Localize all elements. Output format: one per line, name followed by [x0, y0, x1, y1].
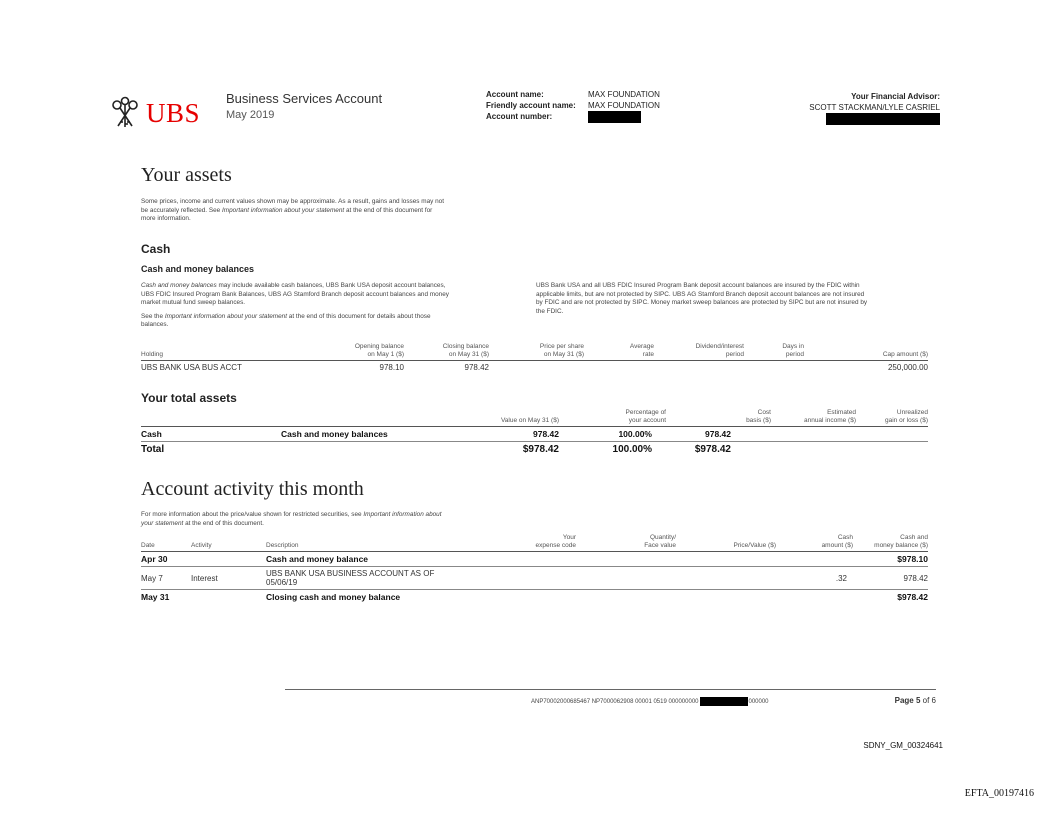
table-row [141, 427, 928, 442]
table-row [141, 552, 928, 567]
col-qty-l2: Face value [644, 541, 676, 549]
friendly-name-label: Friendly account name: [486, 101, 576, 110]
activity-type [191, 552, 266, 567]
page-number [895, 696, 936, 705]
col-activity: Activity [191, 534, 266, 552]
col-est-income [771, 409, 856, 427]
col-opening-l2: on May 1 ($) [367, 350, 404, 358]
footer-code-redaction [700, 697, 748, 706]
account-name-value: MAX FOUNDATION [588, 90, 660, 99]
cmb-right-line: applicable limits, but are not protected by SIPC. UBS AG Stamford Branch deposit account balances are not insured [536, 290, 865, 298]
page-label: Page [894, 696, 914, 705]
assets-intro-line: more information. [141, 215, 191, 222]
page-current: 5 [915, 696, 921, 705]
total-value: $978.42 [522, 444, 559, 455]
activity-desc: Cash and money balance [266, 552, 466, 567]
holdings-table [141, 343, 928, 374]
activity-date: May 31 [141, 592, 170, 602]
total-cost: $978.42 [694, 444, 731, 455]
holding-closing: 978.42 [464, 363, 489, 372]
col-closing-l1: Closing balance [442, 343, 489, 350]
assets-intro [141, 198, 521, 224]
table-row [141, 567, 928, 590]
activity-desc: UBS BANK USA BUSINESS ACCOUNT AS OF 05/06/19 [266, 567, 466, 590]
col-bal-l1: Cash and [900, 534, 928, 541]
col-desc: Description [266, 534, 466, 552]
ubs-logo [108, 96, 200, 130]
col-div-l1: Dividend/interest [695, 343, 744, 350]
cmb-right-line: by FDIC and are not protected by SIPC. Money market sweep balances are protected by SIPC but are not insured by [536, 299, 868, 306]
cmb-left-line [141, 282, 521, 291]
cmb-left-text-span: See the [141, 312, 164, 320]
col-cap: Cap amount ($) [804, 343, 928, 361]
important-info-link[interactable]: Important information about [363, 511, 442, 518]
advisor-redaction [826, 113, 940, 125]
statement-period: May 2019 [226, 109, 275, 121]
cash-cost: 978.42 [666, 427, 771, 442]
account-type-title: Business Services Account [226, 91, 383, 106]
cmb-left-line: UBS FDIC Insured Program Bank Balances, UBS AG Stamford Branch deposit account balances and money [141, 290, 449, 298]
col-opening [281, 343, 404, 361]
col-cost-l2: basis ($) [746, 416, 771, 424]
col-price-l1: Price per share [539, 343, 584, 350]
activity-title: Account activity this month [141, 478, 364, 500]
cmb-italic-term: Cash and money balances [141, 282, 217, 289]
cmb-left-line: market mutual fund sweep balances. [141, 299, 246, 306]
col-date: Date [141, 534, 191, 552]
col-div-l2: period [725, 350, 744, 358]
important-info-link[interactable]: Important information about your statement [222, 206, 345, 214]
col-div-period [654, 343, 744, 361]
table-row [141, 442, 928, 458]
col-holding: Holding [141, 343, 281, 361]
table-row [141, 590, 928, 605]
cmb-left-line [141, 313, 521, 322]
footer-code-b: 000000 [748, 698, 769, 705]
col-closing-l2: on May 31 ($) [448, 350, 489, 358]
activity-balance: $978.42 [897, 592, 928, 602]
activity-desc: Closing cash and money balance [266, 592, 401, 602]
activity-cash [776, 552, 853, 567]
col-unr-l1: Unrealized [896, 409, 928, 416]
cmb-left-text [141, 282, 521, 330]
total-label: Total [141, 444, 165, 455]
advisor-label: Your Financial Advisor: [851, 92, 940, 101]
cmb-right-line: the FDIC. [536, 307, 564, 315]
assets-intro-line: Some prices, income and current values shown may be approximate. As a result, gains and losses may not [141, 198, 444, 205]
important-info-link[interactable]: your statement [141, 519, 184, 527]
account-number-redaction [588, 111, 641, 123]
holding-cap: 250,000.00 [887, 363, 928, 372]
col-price-l2: on May 31 ($) [543, 350, 584, 358]
assets-intro-text: be accurately reflected. See [141, 206, 221, 214]
activity-balance: 978.42 [853, 567, 928, 590]
holding-opening: 978.10 [379, 363, 404, 372]
col-qty-l1: Quantity/ [649, 534, 676, 541]
col-balance [853, 534, 928, 552]
bates-number-efta: EFTA_00197416 [964, 788, 1034, 799]
assets-title: Your assets [141, 164, 232, 186]
bates-number-sdny: SDNY_GM_00324641 [863, 741, 943, 750]
col-pct-l1: Percentage of [625, 409, 666, 416]
holdings-header-row [141, 343, 928, 361]
cash-desc: Cash and money balances [281, 427, 451, 442]
col-avg-rate [584, 343, 654, 361]
col-opening-l1: Opening balance [354, 343, 404, 350]
friendly-name-value: MAX FOUNDATION [588, 101, 660, 110]
col-avg-l2: rate [642, 350, 654, 358]
col-price [489, 343, 584, 361]
col-unrealized [856, 409, 928, 427]
activity-type: Interest [191, 567, 266, 590]
activity-header-row [141, 534, 928, 552]
account-number-label: Account number: [486, 112, 553, 121]
assets-intro-text: at the end of this document for [345, 206, 433, 214]
col-avg-l1: Average [629, 343, 654, 350]
cmb-right-text [536, 282, 936, 316]
activity-cash: .32 [776, 567, 853, 590]
activity-cash [776, 590, 853, 605]
cmb-right-line: UBS Bank USA and all UBS FDIC Insured Program Bank deposit account balances are insured by the FDIC within [536, 282, 860, 289]
total-assets-title: Your total assets [141, 391, 237, 405]
ubs-logo-text: UBS [146, 97, 201, 128]
col-days [744, 343, 804, 361]
col-est-l1: Estimated [827, 409, 856, 416]
activity-type [191, 590, 266, 605]
activity-intro-line [141, 520, 541, 529]
total-assets-header-row [141, 409, 928, 427]
advisor-name: SCOTT STACKMAN/LYLE CASRIEL [809, 103, 940, 112]
col-days-l2: period [785, 350, 804, 358]
cmb-left-text-span: may include available cash balances, UBS Bank USA deposit account balances, [218, 282, 446, 289]
activity-date: Apr 30 [141, 552, 191, 567]
cmb-left-text-span: at the end of this document for details about those [288, 312, 431, 320]
activity-table [141, 534, 928, 604]
assets-intro-line [141, 207, 521, 216]
col-bal-l2: money balance ($) [874, 541, 928, 549]
total-assets-table [141, 409, 928, 457]
table-row [141, 361, 928, 375]
footer-code [531, 697, 769, 706]
important-info-link[interactable]: Important information about your statement [164, 312, 288, 320]
holding-name: UBS BANK USA BUS ACCT [141, 363, 242, 372]
page-total: of 6 [922, 696, 936, 705]
col-price-value: Price/Value ($) [676, 534, 776, 552]
col-est-l2: annual income ($) [803, 416, 856, 424]
col-pct-l2: your account [628, 416, 666, 424]
col-days-l1: Days in [782, 343, 804, 350]
col-unr-l2: gain or loss ($) [885, 416, 928, 424]
account-info [486, 89, 660, 123]
account-name-label: Account name: [486, 90, 544, 99]
activity-intro-line [141, 511, 541, 520]
footer-divider [285, 689, 936, 690]
cmb-left-line: balances. [141, 321, 169, 328]
col-exp-l1: Your [562, 534, 576, 541]
col-cash-l1: Cash [837, 534, 853, 541]
col-cost-l1: Cost [757, 409, 771, 416]
footer-code-a: ANP70002000685467 NP7000062908 00001 0519 000000000 [531, 698, 699, 705]
cash-label: Cash [141, 427, 281, 442]
col-exp-l2: expense code [535, 541, 576, 549]
total-pct: 100.00% [612, 444, 652, 455]
activity-intro [141, 511, 541, 528]
activity-date: May 7 [141, 567, 191, 590]
activity-intro-text: at the end of this document. [185, 519, 264, 527]
col-cost [666, 409, 771, 427]
col-value: Value on May 31 ($) [451, 409, 559, 427]
cash-section-title: Cash [141, 242, 171, 256]
cash-pct: 100.00% [559, 427, 666, 442]
col-closing [404, 343, 489, 361]
ubs-keys-icon [108, 96, 142, 130]
col-exp [466, 534, 576, 552]
col-pct [559, 409, 666, 427]
activity-intro-text: For more information about the price/value shown for restricted securities, see [141, 511, 362, 518]
cmb-section-title: Cash and money balances [141, 264, 255, 274]
cash-value: 978.42 [451, 427, 559, 442]
col-cash-l2: amount ($) [821, 541, 853, 549]
col-qty [576, 534, 676, 552]
financial-advisor [809, 91, 940, 128]
col-cash-amount [776, 534, 853, 552]
activity-balance: $978.10 [853, 552, 928, 567]
